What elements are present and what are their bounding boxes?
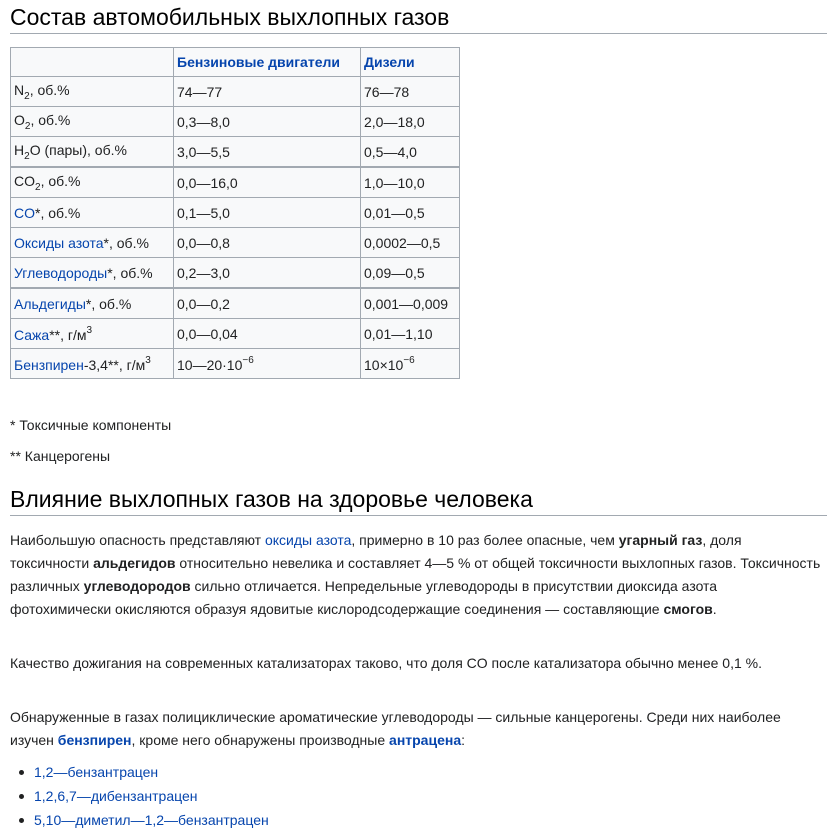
link-dimethylbenzanthracene[interactable]: 5,10—диметил—1,2—бензантрацен: [34, 812, 269, 828]
formula-unit: O (пары), об.%: [29, 141, 127, 158]
list-item: [10, 808, 269, 832]
link-benzanthracene[interactable]: 1,2—бензантрацен: [34, 764, 159, 780]
table-cell-diesel: 0,01—0,5: [361, 198, 460, 228]
table-cell-diesel: 1,0—10,0: [361, 167, 460, 198]
link-dibenzanthracene[interactable]: 1,2,6,7—дибензантрацен: [34, 788, 198, 804]
table-row: [11, 198, 460, 228]
formula-subscript: 2: [24, 150, 30, 162]
table-header-petrol[interactable]: Бензиновые двигатели: [174, 48, 361, 77]
table-cell-component: [11, 228, 174, 258]
bold-hydrocarbons: углеводородов: [83, 578, 191, 594]
component-unit: -3,4**, г/м: [83, 356, 146, 373]
paragraph-danger: [10, 529, 822, 621]
table-row: [11, 319, 460, 349]
formula-part: O: [14, 111, 25, 128]
section-heading-composition: Состав автомобильных выхлопных газов: [10, 2, 827, 34]
table-cell-component: [11, 319, 174, 349]
link-anthracene[interactable]: антрацена: [389, 732, 462, 748]
table-row: [11, 258, 460, 289]
table-cell-petrol: 0,2—3,0: [174, 258, 361, 289]
link-co[interactable]: CO: [14, 204, 35, 221]
link-nitrogen-oxides-text[interactable]: оксиды азота: [264, 532, 352, 548]
table-row: [11, 107, 460, 137]
formula-unit: , об.%: [30, 111, 71, 128]
unit-superscript: 3: [145, 354, 151, 366]
value-exponent: −6: [403, 354, 415, 366]
table-row: [11, 77, 460, 107]
text-run: .: [712, 601, 717, 617]
formula-subscript: 2: [24, 120, 31, 132]
bold-aldehydes: альдегидов: [93, 555, 176, 571]
table-cell-diesel: 0,01—1,10: [361, 319, 460, 349]
table-cell-diesel: [361, 349, 460, 379]
formula-part: CO: [14, 172, 35, 189]
formula-part: N: [14, 81, 25, 98]
table-cell-component: [11, 288, 174, 319]
value-base: 10×10: [364, 356, 404, 373]
bold-smog: смогов: [663, 601, 713, 617]
table-cell-diesel: 2,0—18,0: [361, 107, 460, 137]
formula-subscript: 2: [24, 90, 30, 102]
exhaust-composition-table: [10, 47, 460, 379]
table-cell-petrol: 0,1—5,0: [174, 198, 361, 228]
component-unit: *, об.%: [35, 204, 81, 221]
component-unit: *, об.%: [85, 295, 132, 312]
table-cell-component: [11, 77, 174, 107]
table-cell-diesel: 0,5—4,0: [361, 137, 460, 168]
table-cell-petrol: [174, 349, 361, 379]
paragraph-catalysts: Качество дожигания на современных катализаторах таково, что доля CO после катализатора обычно менее 0,1 %.: [10, 655, 762, 671]
paragraph-pah: [10, 706, 822, 752]
value-exponent: −6: [242, 354, 254, 366]
unit-superscript: 3: [86, 324, 93, 336]
table-cell-petrol: 0,0—0,04: [174, 319, 361, 349]
text-run: Обнаруженные в газах полициклические ароматические углеводороды — сильные канцерогены. Среди них наиболее изучен: [10, 709, 781, 748]
component-unit: **, г/м: [49, 326, 87, 343]
table-cell-diesel: 0,001—0,009: [361, 288, 460, 319]
table-cell-component: [11, 167, 174, 198]
table-cell-petrol: 0,0—0,8: [174, 228, 361, 258]
link-hydrocarbons[interactable]: Углеводороды: [14, 264, 108, 281]
formula-part: H: [14, 141, 25, 158]
table-cell-petrol: 0,3—8,0: [174, 107, 361, 137]
table-header-row: [11, 48, 460, 77]
section-heading-health: Влияние выхлопных газов на здоровье человека: [10, 484, 827, 516]
table-cell-component: [11, 349, 174, 379]
formula-unit: , об.%: [29, 81, 70, 98]
text-run: Наибольшую опасность представляют: [10, 532, 265, 548]
table-cell-diesel: 0,09—0,5: [361, 258, 460, 289]
component-unit: *, об.%: [107, 264, 153, 281]
table-header-empty: [11, 48, 174, 77]
value-base: 10—20·10: [177, 356, 243, 373]
table-cell-component: [11, 137, 174, 168]
table-row: [11, 288, 460, 319]
formula-unit: , об.%: [40, 172, 81, 189]
table-cell-diesel: 76—78: [361, 77, 460, 107]
table-cell-petrol: 3,0—5,5: [174, 137, 361, 168]
text-run: , доля токсичности: [10, 532, 742, 571]
bullet-icon: [19, 794, 24, 799]
list-item: [10, 784, 269, 808]
table-row: [11, 137, 460, 168]
link-aldehydes[interactable]: Альдегиды: [14, 295, 86, 312]
text-run: , примерно в 10 раз более опасные, чем: [351, 532, 619, 548]
footnote-carcinogens: ** Канцерогены: [10, 448, 111, 464]
table-cell-petrol: 74—77: [174, 77, 361, 107]
table-cell-petrol: 0,0—16,0: [174, 167, 361, 198]
list-item: [10, 760, 269, 784]
bold-carbon-monoxide: угарный газ: [618, 532, 703, 548]
table-cell-component: [11, 258, 174, 289]
text-run: сильно отличается. Непредельные углеводороды в присутствии диоксида азота фотохимически окисляются образуя ядовитые кислородсодержащие соединения — составляющие: [10, 578, 718, 617]
text-run: , кроме него обнаружены производные: [131, 732, 390, 748]
component-unit: *, об.%: [103, 234, 149, 251]
bullet-icon: [19, 818, 24, 823]
formula-subscript: 2: [35, 181, 41, 193]
table-cell-component: [11, 107, 174, 137]
text-run: :: [461, 732, 465, 748]
table-cell-component: [11, 198, 174, 228]
link-benzpyrene-text[interactable]: бензпирен: [57, 732, 132, 748]
footnote-toxic: * Токсичные компоненты: [10, 417, 172, 433]
link-nitrogen-oxides[interactable]: Оксиды азота: [14, 234, 104, 251]
table-row: [11, 349, 460, 379]
link-benzpyrene[interactable]: Бензпирен: [14, 356, 84, 373]
table-cell-petrol: 0,0—0,2: [174, 288, 361, 319]
bullet-icon: [19, 770, 24, 775]
table-row: [11, 167, 460, 198]
text-run: относительно невелика и составляет 4—5 % от общей токсичности выхлопных газов. Токсичность различных: [10, 555, 821, 594]
table-row: [11, 228, 460, 258]
table-cell-diesel: 0,0002—0,5: [361, 228, 460, 258]
table-header-diesel[interactable]: Дизели: [361, 48, 460, 77]
link-soot[interactable]: Сажа: [14, 326, 50, 343]
derivatives-list: [10, 760, 269, 832]
